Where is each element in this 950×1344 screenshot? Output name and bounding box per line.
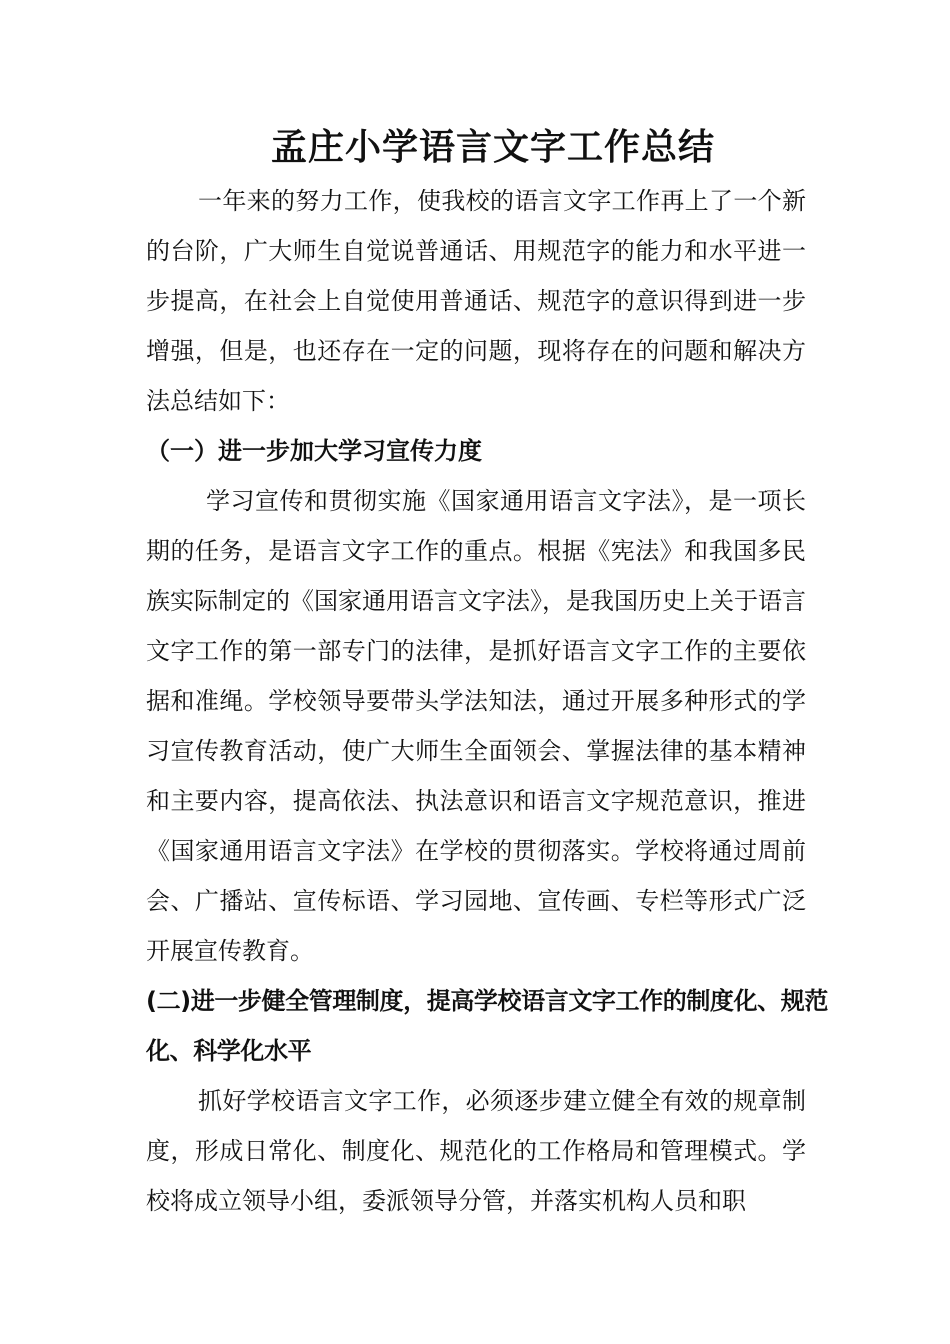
section-1-paragraph: 学习宣传和贯彻实施《国家通用语言文字法》，是一项长期的任务，是语言文字工作的重点。根据《宪法》和我国多民族实际制定的《国家通用语言文字法》，是我国历史上关于语言文字工作的第一部专门的法律，是抓好语言文字工作的主要依据和准绳。学校领导要带头学法知法，通过开展多种形式的学习宣传教育活动，使广大师生全面领会、掌握法律的基本精神和主要内容，提高依法、执法意识和语言文字规范意识，推进《国家通用语言文字法》在学校的贯彻落实。学校将通过周前会、广播站、宣传标语、学习园地、宣传画、专栏等形式广泛开展宣传教育。 bbox=[146, 487, 806, 965]
section-2-heading: (二)进一步健全管理制度，提高学校语言文字工作的制度化、规范化、科学化水平 bbox=[146, 987, 828, 1065]
document-body bbox=[146, 176, 828, 1226]
document-title: 孟庄小学语言文字工作总结 bbox=[270, 126, 715, 168]
intro-paragraph: 一年来的努力工作，使我校的语言文字工作再上了一个新的台阶，广大师生自觉说普通话、用规范字的能力和水平进一步提高，在社会上自觉使用普通话、规范字的意识得到进一步增强，但是，也还存在一定的问题，现将存在的问题和解决方法总结如下： bbox=[146, 187, 806, 415]
section-2-paragraph: 抓好学校语言文字工作，必须逐步建立健全有效的规章制度，形成日常化、制度化、规范化的工作格局和管理模式。学校将成立领导小组，委派领导分管，并落实机构人员和职 bbox=[146, 1087, 806, 1215]
section-1-heading: （一）进一步加大学习宣传力度 bbox=[146, 437, 482, 465]
